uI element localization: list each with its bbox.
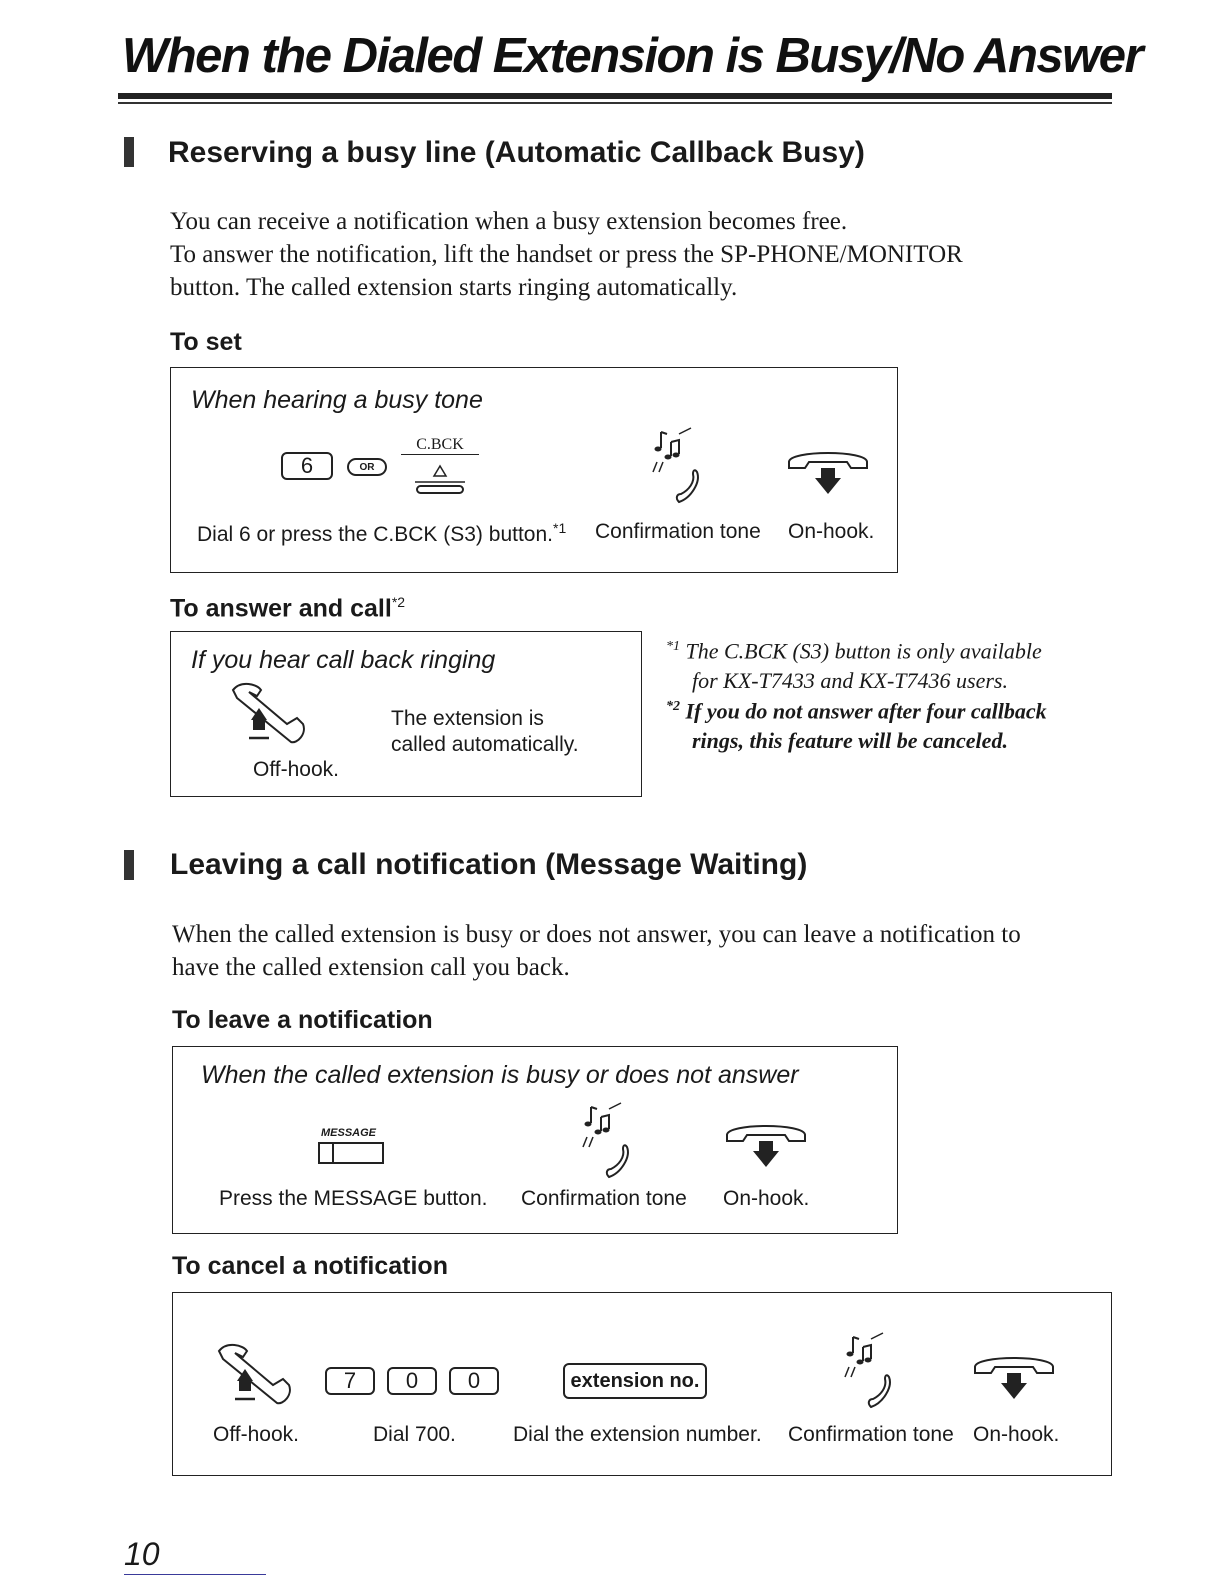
confirmation-tone-icon [571, 1099, 651, 1181]
paragraph-line: You can receive a notification when a busy extension becomes free. [170, 208, 848, 235]
on-hook-icon [971, 1349, 1057, 1405]
to-set-box [170, 367, 898, 573]
footnote-1 [666, 632, 1042, 696]
step-dial-700-caption: Dial 700. [373, 1423, 456, 1446]
answer-description [391, 706, 579, 758]
paragraph-line: button. The called extension starts ringing automatically. [170, 274, 738, 301]
on-hook-icon [785, 444, 871, 500]
confirmation-tone-icon [833, 1329, 913, 1411]
paragraph-line: When the called extension is busy or does not answer, you can leave a notification to [172, 921, 1021, 948]
step-onhook-caption: On-hook. [788, 520, 875, 543]
key-label: 6 [300, 453, 314, 478]
footnote-mark: *1 [553, 520, 567, 536]
section-heading-message-waiting: Leaving a call notification (Message Waiting) [170, 848, 808, 881]
on-hook-icon [723, 1117, 809, 1173]
or-icon [347, 458, 387, 476]
off-hook-icon [227, 680, 335, 752]
to-leave-box [172, 1046, 898, 1234]
subheading-to-cancel: To cancel a notification [172, 1252, 448, 1280]
section1-paragraph [170, 205, 963, 304]
page-number-rule [124, 1574, 266, 1575]
section2-paragraph [172, 918, 1021, 984]
step-confirmation-caption: Confirmation tone [521, 1187, 687, 1210]
title-rule [118, 93, 1112, 99]
step-dial-6-caption [197, 520, 566, 547]
step-confirmation-caption: Confirmation tone [788, 1423, 954, 1446]
dial-key-0 [387, 1367, 437, 1395]
off-hook-icon [213, 1341, 321, 1413]
cbck-label: C.BCK [401, 436, 479, 455]
footnote-mark: *1 [666, 639, 680, 654]
title-rule-thin [118, 102, 1112, 104]
step-onhook-caption: On-hook. [723, 1187, 810, 1210]
dial-key-7 [325, 1367, 375, 1395]
to-answer-box [170, 631, 642, 797]
dial-key-6 [281, 452, 333, 480]
step-confirmation-caption: Confirmation tone [595, 520, 761, 543]
dial-key-0 [449, 1367, 499, 1395]
section-marker [124, 137, 134, 167]
footnote-text: If you do not answer after four callback [685, 698, 1047, 724]
step-onhook-caption: On-hook. [973, 1423, 1060, 1446]
section-marker [124, 850, 134, 880]
section-heading-callback: Reserving a busy line (Automatic Callback Busy) [168, 136, 865, 169]
extension-number-key [563, 1363, 707, 1399]
key-label: 0 [405, 1368, 419, 1393]
paragraph-line: have the called extension call you back. [172, 954, 570, 981]
subheading-to-leave: To leave a notification [172, 1006, 433, 1034]
key-label: 0 [467, 1368, 481, 1393]
cbck-button-icon [407, 462, 473, 496]
description-line: The extension is [391, 707, 544, 730]
subheading-to-answer [170, 594, 405, 623]
confirmation-tone-icon [641, 424, 721, 506]
or-label: OR [359, 461, 375, 473]
message-button-icon [317, 1141, 387, 1167]
step-press-message-caption: Press the MESSAGE button. [219, 1187, 488, 1210]
condition-text: When the called extension is busy or does not answer [201, 1061, 799, 1089]
footnote-text: The C.BCK (S3) button is only available [685, 638, 1042, 664]
caption-text: Dial 6 or press the C.BCK (S3) button. [197, 523, 553, 546]
footnote-2 [666, 692, 1047, 756]
footnote-text: rings, this feature will be canceled. [692, 728, 1008, 754]
paragraph-line: To answer the notification, lift the handset or press the SP-PHONE/MONITOR [170, 241, 963, 268]
condition-text: When hearing a busy tone [191, 386, 483, 414]
step-dial-extension-caption: Dial the extension number. [513, 1423, 762, 1446]
condition-text: If you hear call back ringing [191, 646, 496, 674]
footnote-text: for KX-T7433 and KX-T7436 users. [692, 668, 1008, 694]
page-title: When the Dialed Extension is Busy/No Answer [122, 29, 1143, 83]
description-line: called automatically. [391, 733, 579, 756]
step-offhook-caption: Off-hook. [213, 1423, 299, 1446]
message-label: MESSAGE [321, 1127, 377, 1139]
key-label: 7 [343, 1368, 357, 1393]
to-cancel-box [172, 1292, 1112, 1476]
subheading-to-set: To set [170, 328, 242, 356]
offhook-caption: Off-hook. [253, 758, 339, 781]
key-label: extension no. [570, 1369, 700, 1392]
subheading-text: To answer and call [170, 594, 392, 623]
footnote-mark: *2 [666, 699, 680, 714]
page-number: 10 [124, 1536, 160, 1572]
footnote-mark: *2 [391, 594, 406, 610]
